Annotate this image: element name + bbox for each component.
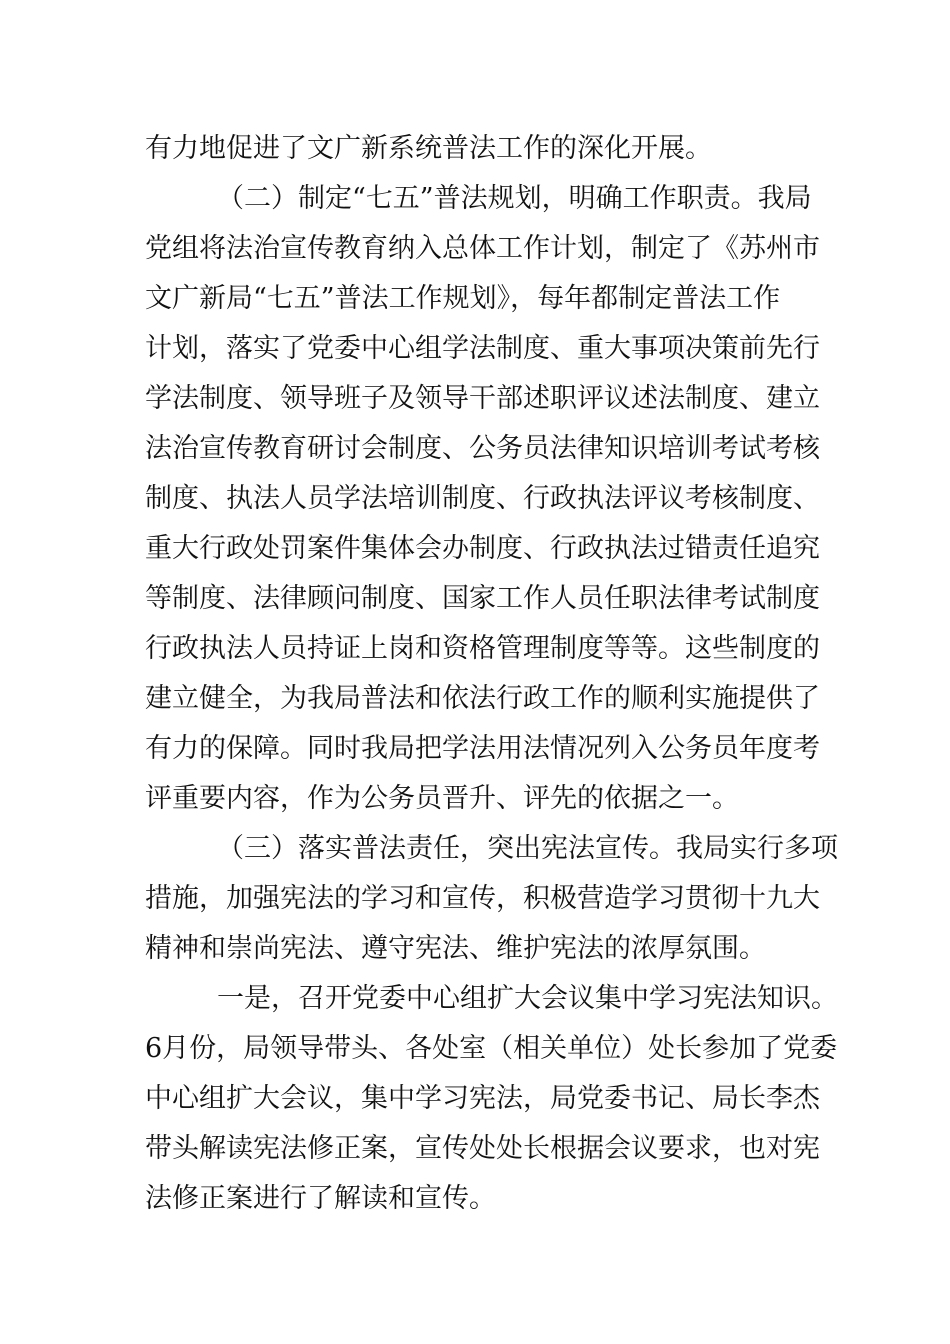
body-line: 评重要内容，作为公务员晋升、评先的依据之一。	[145, 783, 739, 814]
body-line: 有力的保障。同时我局把学法用法情况列入公务员年度考	[145, 733, 820, 764]
body-line: 建立健全，为我局普法和依法行政工作的顺利实施提供了	[145, 683, 820, 714]
body-line: 等制度、法律顾问制度、国家工作人员任职法律考试制度	[145, 583, 820, 614]
body-line: 措施，加强宪法的学习和宣传，积极营造学习贯彻十九大	[145, 883, 820, 914]
section-heading-3-line: （三）落实普法责任，突出宪法宣传。我局实行多项	[217, 833, 838, 864]
body-line: 6月份，局领导带头、各处室（相关单位）处长参加了党委	[145, 1033, 838, 1064]
body-line: 法修正案进行了解读和宣传。	[145, 1183, 496, 1214]
body-line: 计划，落实了党委中心组学法制度、重大事项决策前先行	[145, 333, 820, 364]
body-line: 中心组扩大会议，集中学习宪法，局党委书记、局长李杰	[145, 1083, 820, 1114]
section-heading-2-line: （二）制定“七五”普法规划，明确工作职责。我局	[217, 183, 812, 214]
body-line: 精神和崇尚宪法、遵守宪法、维护宪法的浓厚氛围。	[145, 933, 766, 964]
body-line: 有力地促进了文广新系统普法工作的深化开展。	[145, 133, 712, 164]
body-line: 制度、执法人员学法培训制度、行政执法评议考核制度、	[145, 483, 820, 514]
body-line: 学法制度、领导班子及领导干部述职评议述法制度、建立	[145, 383, 820, 414]
body-line: 文广新局“七五”普法工作规划》，每年都制定普法工作	[145, 283, 781, 314]
body-line: 党组将法治宣传教育纳入总体工作计划，制定了《苏州市	[145, 233, 820, 264]
body-line: 带头解读宪法修正案，宣传处处长根据会议要求，也对宪	[145, 1133, 820, 1164]
item-one-line: 一是，召开党委中心组扩大会议集中学习宪法知识。	[217, 983, 838, 1014]
body-line: 重大行政处罚案件集体会办制度、行政执法过错责任追究	[145, 533, 820, 564]
body-line: 行政执法人员持证上岗和资格管理制度等等。这些制度的	[145, 633, 820, 664]
body-line: 法治宣传教育研讨会制度、公务员法律知识培训考试考核	[145, 433, 820, 464]
document-body	[145, 124, 838, 1224]
